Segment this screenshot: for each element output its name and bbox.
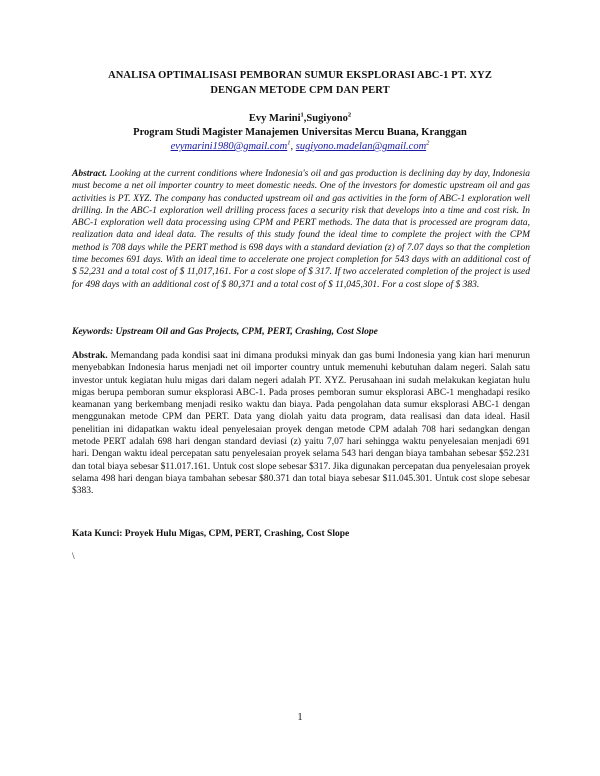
paper-title-line-2: DENGAN METODE CPM DAN PERT [210, 85, 390, 96]
keywords-indonesian: Kata Kunci: Proyek Hulu Migas, CPM, PERT, Crashing, Cost Slope [72, 529, 350, 539]
email-list [60, 140, 540, 154]
keywords-english: Keywords: Upstream Oil and Gas Projects, CPM, PERT, Crashing, Cost Slope [72, 327, 378, 337]
affiliation: Program Studi Magister Manajemen Universitas Mercu Buana, Kranggan [133, 127, 467, 138]
author-name-2: Sugiyono [306, 113, 348, 124]
abstract-english-lead: Abstract. [72, 169, 108, 179]
abstract-english-text: Looking at the current conditions where Indonesia's oil and gas production is declining day by day, Indonesia must become a net oil importer country to meet domestic needs. One of the investors for domestic upstream oil and gas activities is PT. XYZ. The company has conducted upstream oil and gas activities in the form of ABC-1 exploration well drilling. In the ABC-1 exploration well drilling process faces a security risk that develops into a time and cost risk. In ABC-1 exploration well data processing using CPM and PERT methods. The data that is processed are program data, realization data and ideal data. The results of this study found the ideal time to complete the project with the CPM method is 708 days while the PERT method is 698 days with a standard deviation (z) of 7.07 days so that the completion time becomes 691 days. With an ideal time to accelerate one project completion for 543 days with an additional cost of $ 52,231 and a total cost of $ 11,017,161. For a cost slope of $ 317. If two accelerated completion of the project is used for 498 days with an additional cost of $ 80,371 and a total cost of $ 11,045,301. For a cost slope of $ 383. [72, 169, 530, 290]
email-2-superscript: 2 [426, 139, 430, 147]
abstract-indonesian [72, 350, 530, 498]
email-separator: , [290, 141, 296, 152]
email-link-2[interactable]: sugiyono.madelan@gmail.com [295, 141, 427, 152]
author-separator: , [303, 113, 307, 124]
abstract-english [72, 168, 530, 291]
abstract-indonesian-text: Memandang pada kondisi saat ini dimana produksi minyak dan gas bumi Indonesia yang kian hari menurun menyebabkan Indonesia harus menjadi net oil importer country untuk memenuhi kebutuhan dalam negeri. Salah satu investor untuk kegiatan hulu migas dari dalam negeri adalah PT. XYZ. Perusahaan ini sudah melakukan kegiatan hulu migas berupa pemboran sumur eksplorasi ABC-1. Pada proses pemboran sumur eksplorasi ABC-1 menghadapi resiko keamanan yang berkembang menjadi resiko waktu dan biaya. Pada pengolahan data sumur eksplorasi ABC-1 dengan menggunakan metode CPM dan PERT. Data yang diolah yaitu data program, data realisasi dan data ideal. Hasil penelitian ini didapatkan waktu ideal penyelesaian proyek dengan metode CPM adalah 708 hari sedangkan dengan metode PERT adalah 698 hari dengan standard deviasi (z) yaitu 7,07 hari sehingga waktu penyelesaian menjadi 691 hari. Dengan waktu ideal percepatan satu penyelesaian proyek selama 543 hari dengan biaya tambahan sebesar $52.231 dan total biaya sebesar $11.017.161. Untuk cost slope sebesar $317. Jika digunakan percepatan dua penyelesaian proyek selama 498 hari dengan biaya tambahan sebesar $80.371 dan total biaya sebesar $11.045.301. Untuk cost slope sebesar $383. [72, 351, 530, 497]
author-list [60, 112, 540, 126]
abstract-indonesian-lead: Abstrak. [72, 351, 108, 361]
author-2-superscript: 2 [347, 111, 352, 119]
stray-backslash: \ [72, 552, 75, 562]
email-link-1[interactable]: evymarini1980@gmail.com [170, 141, 288, 152]
author-name-1: Evy Marini [248, 113, 301, 124]
author-1-superscript: 1 [300, 111, 304, 119]
email-1-superscript: 1 [287, 139, 291, 147]
paper-title-line-1: ANALISA OPTIMALISASI PEMBORAN SUMUR EKSPLORASI ABC-1 PT. XYZ [108, 70, 492, 81]
page-number: 1 [297, 712, 303, 723]
